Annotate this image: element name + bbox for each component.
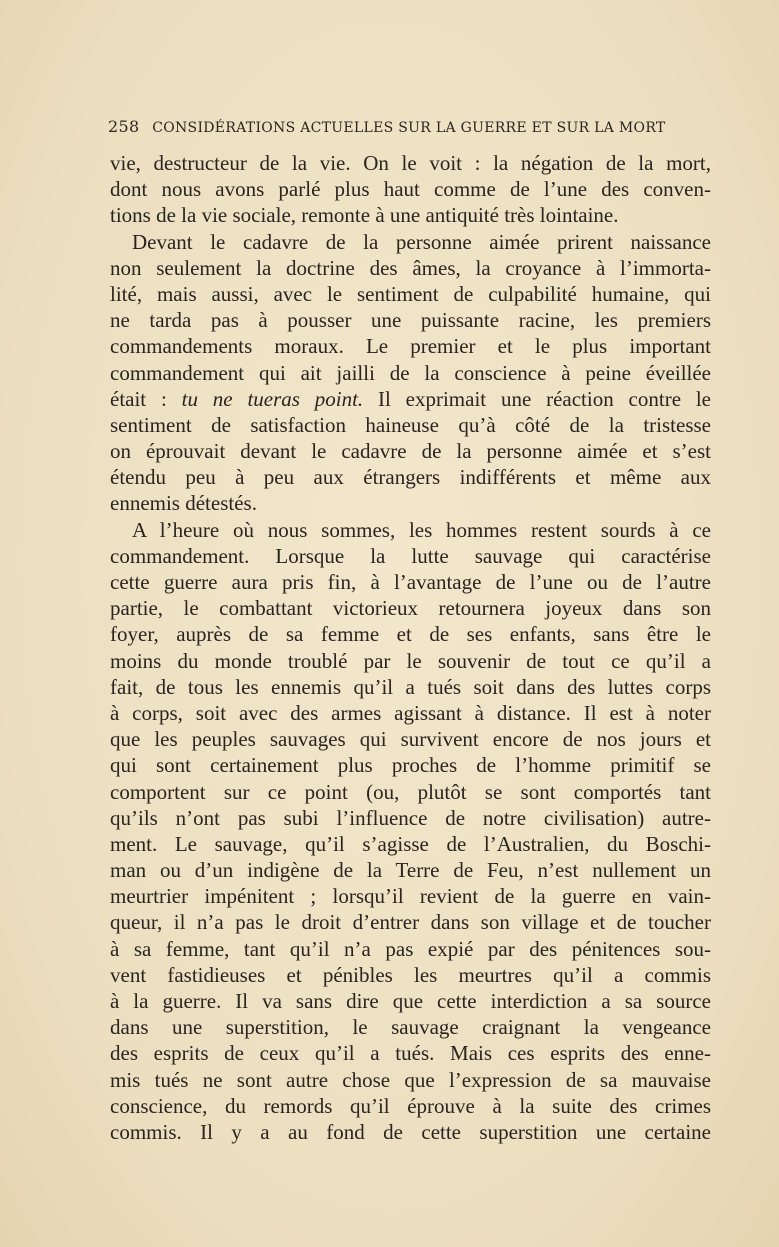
text-line: A l’heure où nous sommes, les hommes restent sourds à ce — [132, 517, 711, 542]
text-line: commis. Il y a au fond de cette superstition une certaine — [110, 1119, 711, 1144]
text-line: étendu peu à peu aux étrangers indifférents et même aux — [110, 465, 711, 490]
text-line: sentiment de satisfaction haineuse qu’à côté de la tristesse — [110, 412, 711, 437]
text-line: que les peuples sauvages qui survivent encore de nos jours et — [110, 727, 711, 752]
text-line: ment. Le sauvage, qu’il s’agisse de l’Australien, du Boschi- — [110, 831, 711, 856]
text-line: à corps, soit avec des armes agissant à distance. Il est à noter — [110, 700, 711, 725]
text-line: non seulement la doctrine des âmes, la croyance à l’immorta- — [110, 255, 711, 280]
text-line: meurtrier impénitent ; lorsqu’il revient de la guerre en vain- — [110, 884, 711, 909]
running-head — [108, 117, 708, 136]
text-line: à la guerre. Il va sans dire que cette interdiction a sa source — [110, 989, 711, 1013]
text-line: vie, destructeur de la vie. On le voit : la négation de la mort, — [110, 151, 711, 175]
text-line: commandement. Lorsque la lutte sauvage qui caractérise — [110, 543, 711, 568]
text-line: commandement qui ait jailli de la conscience à peine éveillée — [110, 360, 711, 385]
text-line: foyer, auprès de sa femme et de ses enfants, sans être le — [110, 622, 711, 647]
text-run: était : — [110, 386, 182, 411]
text-line: vent fastidieuses et pénibles les meurtres qu’il a commis — [110, 962, 711, 987]
text-line: qui sont certainement plus proches de l’homme primitif se — [110, 753, 711, 778]
running-title: CONSIDÉRATIONS ACTUELLES SUR LA GUERRE ET SUR LA MORT — [152, 120, 666, 136]
text-line: dans une superstition, le sauvage craignant la vengeance — [110, 1015, 711, 1040]
text-line: comportent sur ce point (ou, plutôt se sont comportés tant — [110, 779, 711, 804]
text-line: des esprits de ceux qu’il a tués. Mais ces esprits des enne- — [110, 1041, 711, 1066]
text-line: conscience, du remords qu’il éprouve à la suite des crimes — [110, 1093, 711, 1118]
page-number: 258 — [108, 117, 140, 136]
text-line: fait, de tous les ennemis qu’il a tués soit dans des luttes corps — [110, 674, 711, 699]
text-line: ne tarda pas à pousser une puissante racine, les premiers — [110, 308, 711, 333]
text-line: qu’ils n’ont pas subi l’influence de notre civilisation) autre- — [110, 805, 711, 830]
text-line — [110, 386, 711, 412]
text-line: cette guerre aura pris fin, à l’avantage de l’une ou de l’autre — [110, 570, 711, 594]
text-line: ennemis détestés. — [110, 491, 257, 516]
text-line: mis tués ne sont autre chose que l’expression de sa mauvaise — [110, 1067, 711, 1092]
text-line: man ou d’un indigène de la Terre de Feu, n’est nullement un — [110, 858, 711, 883]
italic-quote: tu ne tueras point. — [181, 386, 364, 411]
text-line: partie, le combattant victorieux retournera joyeux dans son — [110, 596, 711, 621]
text-line: à sa femme, tant qu’il n’a pas expié par des pénitences sou- — [110, 936, 711, 961]
text-line: dont nous avons parlé plus haut comme de l’une des conven- — [110, 177, 711, 202]
text-line: on éprouvait devant le cadavre de la personne aimée et s’est — [110, 439, 711, 464]
text-run: Il exprimait une réaction contre le — [363, 386, 711, 411]
text-line: lité, mais aussi, avec le sentiment de culpabilité humaine, qui — [110, 281, 711, 306]
text-line: commandements moraux. Le premier et le plus important — [110, 334, 711, 359]
text-line: Devant le cadavre de la personne aimée prirent naissance — [132, 229, 711, 254]
text-line: tions de la vie sociale, remonte à une antiquité très lointaine. — [110, 203, 619, 228]
text-line: moins du monde troublé par le souvenir de tout ce qu’il a — [110, 648, 711, 673]
text-line: queur, il n’a pas le droit d’entrer dans son village et de toucher — [110, 910, 711, 935]
body-text — [110, 150, 711, 1145]
